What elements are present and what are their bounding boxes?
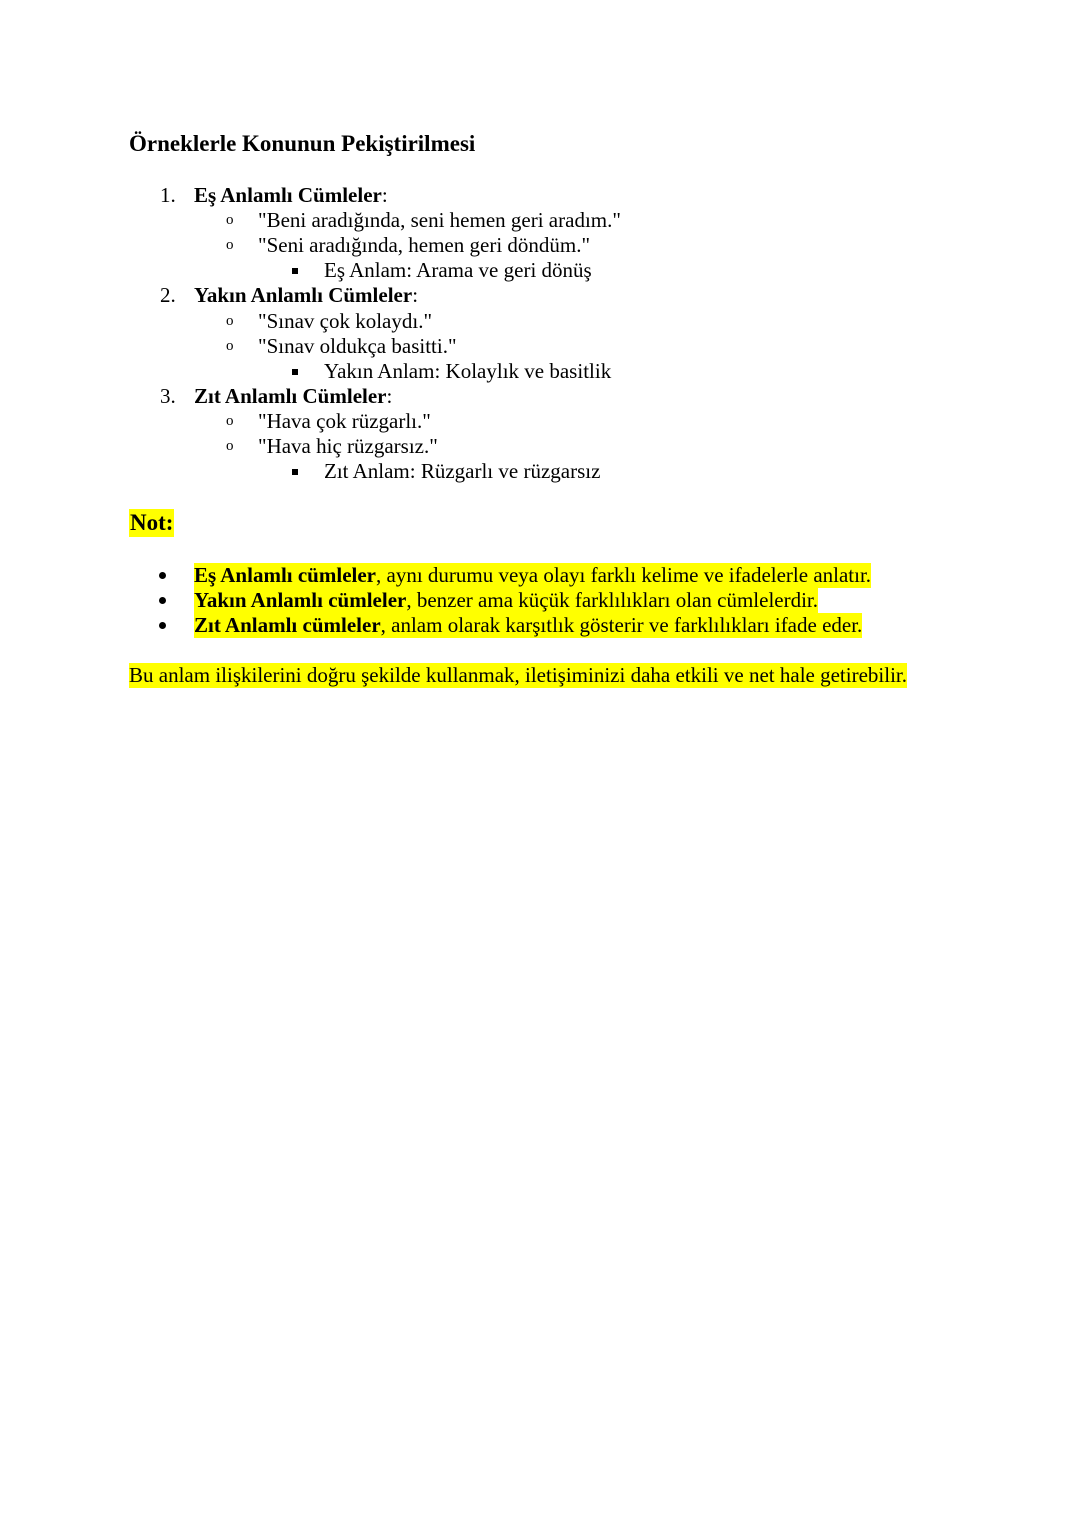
square-bullet-icon	[292, 469, 298, 475]
page-title: Örneklerle Konunun Pekiştirilmesi	[129, 131, 476, 156]
example-sentence: "Seni aradığında, hemen geri döndüm."	[258, 233, 591, 257]
dot-bullet-icon	[159, 572, 166, 579]
example-sentence: "Sınav oldukça basitti."	[258, 334, 457, 358]
example-sentence: "Beni aradığında, seni hemen geri aradım."	[258, 208, 621, 232]
circle-bullet-icon: o	[226, 338, 234, 354]
section-heading: Eş Anlamlı Cümleler:	[194, 183, 388, 207]
list-number: 1.	[160, 183, 176, 207]
meaning-line: Eş Anlam: Arama ve geri dönüş	[324, 258, 592, 282]
circle-bullet-icon: o	[226, 313, 234, 329]
circle-bullet-icon: o	[226, 438, 234, 454]
square-bullet-icon	[292, 268, 298, 274]
note-item: Zıt Anlamlı cümleler, anlam olarak karşıtlık gösterir ve farklılıkları ifade eder.	[194, 613, 863, 637]
circle-bullet-icon: o	[226, 413, 234, 429]
dot-bullet-icon	[159, 597, 166, 604]
list-number: 3.	[160, 384, 176, 408]
note-label: Not:	[130, 510, 174, 535]
section-heading: Zıt Anlamlı Cümleler:	[194, 384, 393, 408]
conclusion-text: Bu anlam ilişkilerini doğru şekilde kullanmak, iletişiminizi daha etkili ve net hale getirebilir.	[129, 663, 907, 687]
note-item: Yakın Anlamlı cümleler, benzer ama küçük farklılıkları olan cümlelerdir.	[194, 588, 819, 612]
meaning-line: Zıt Anlam: Rüzgarlı ve rüzgarsız	[324, 459, 601, 483]
circle-bullet-icon: o	[226, 237, 234, 253]
square-bullet-icon	[292, 369, 298, 375]
example-sentence: "Hava çok rüzgarlı."	[258, 409, 431, 433]
example-sentence: "Hava hiç rüzgarsız."	[258, 434, 438, 458]
dot-bullet-icon	[159, 622, 166, 629]
note-item: Eş Anlamlı cümleler, aynı durumu veya olayı farklı kelime ve ifadelerle anlatır.	[194, 563, 872, 587]
section-heading: Yakın Anlamlı Cümleler:	[194, 283, 419, 307]
list-number: 2.	[160, 283, 176, 307]
circle-bullet-icon: o	[226, 212, 234, 228]
example-sentence: "Sınav çok kolaydı."	[258, 309, 433, 333]
meaning-line: Yakın Anlam: Kolaylık ve basitlik	[324, 359, 612, 383]
